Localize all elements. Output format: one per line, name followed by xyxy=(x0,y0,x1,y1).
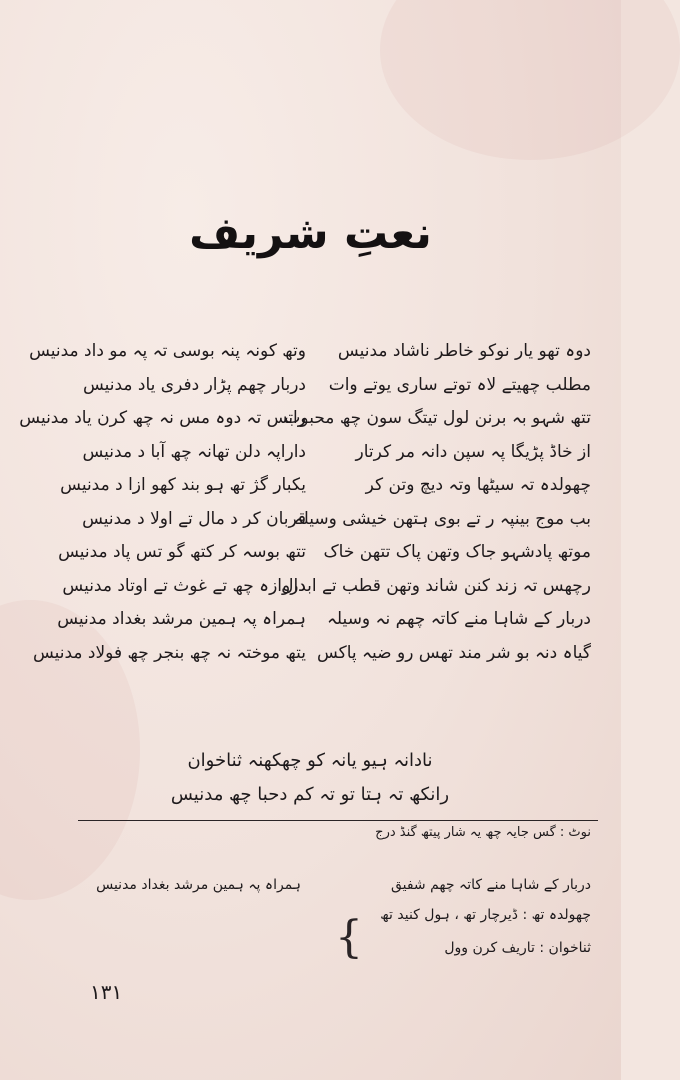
verse-line: چھولدہ تہ سیٹھا وتہ دیچ وتن کر xyxy=(365,475,591,495)
verse-line: از خاڈ پڑیگا پہ سپن دانہ مر کرتار xyxy=(355,441,591,462)
footnote-1: دربار کے شاہا منے کاتہ چھم شفیق xyxy=(390,877,591,893)
verse-line: وتھ کونہ پنہ بوسی تہ پہ مو داد مدنیس xyxy=(29,341,306,361)
verse-line: دروازہ چھ تے غوث تے اوتاد مدنیس xyxy=(62,575,306,596)
footnote-divider xyxy=(78,820,598,821)
verse-line: مطلب چھیتے لاہ توتے ساری یوتے وات xyxy=(328,374,591,395)
verse-line: گیاہ دنہ بو شر مند تھس رو ضیہ پاکس xyxy=(316,642,591,663)
verse-line: دوہ تھو یار نوکو خاطر ناشاد مدنیس xyxy=(337,341,591,361)
verse-line: موتھ پادشہو جاک وتھن پاک تتھن خاک xyxy=(323,542,591,562)
verse-line: راتس تہ دوہ مس نہ چھ کرن یاد مدنیس xyxy=(19,408,306,428)
paper-stain xyxy=(380,0,680,160)
verse-line: قربان کر د مال تے اولا د مدنیس xyxy=(82,508,306,529)
closing-line: نادانہ ہیو یانہ کو چھکھنہ ثناخوان xyxy=(187,750,433,771)
verse-column-right xyxy=(281,335,591,670)
verse-line: تتھ شہو بہ برنن لول تیتگ سون چھ محبوب xyxy=(284,408,591,428)
page-number: ١٣١ xyxy=(90,980,123,1004)
verse-line: بب موج بینپہ ر تے بوی ہتھن خیشی وسیلہ xyxy=(293,508,591,529)
verse-line: یتھ موختہ نہ چھ بنجر چھ فولاد مدنیس xyxy=(32,642,306,663)
verse-line: یکبار گژ تھ ہو بند کھو ازا د مدنیس xyxy=(60,475,306,495)
footnote-3: ثناخوان : تاریف کرن وول xyxy=(444,940,591,956)
closing-line: رانکھ تہ ہتا تو تہ کم دحبا چھ مدنیس xyxy=(170,784,450,805)
verse-line: دربار کے شاہا منے کاتہ چھم نہ وسیلہ xyxy=(326,609,591,629)
verse-line: دربار چھم پڑار دفری یاد مدنیس xyxy=(82,374,306,395)
verse-column-left xyxy=(19,335,306,670)
verse-line: داراپہ دلن تھانہ چھ آبا د مدنیس xyxy=(82,441,306,462)
closing-couplet xyxy=(150,744,470,812)
verse-line: تتھ بوسہ کر کتھ گو تس پاد مدنیس xyxy=(58,542,306,562)
poem-title: نعتِ شریف xyxy=(189,208,432,259)
footnote-2: چھولدہ تھ : ڈیرچار تھ ، ہول کنید تھ xyxy=(380,907,591,923)
verse-line: رچھس تہ زند کنن شاند وتھن قطب تے ابدال xyxy=(281,575,591,596)
footnote-heading: نوٹ : گس جایہ چھ یہ شار پیتھ گنڈ درج xyxy=(375,825,591,840)
verse-line: ہمراہ پہ ہمین مرشد بغداد مدنیس xyxy=(57,609,306,629)
footnote-1-variant: ہمراہ پہ ہمین مرشد بغداد مدنیس xyxy=(96,877,301,893)
brace-icon: { xyxy=(335,912,363,963)
